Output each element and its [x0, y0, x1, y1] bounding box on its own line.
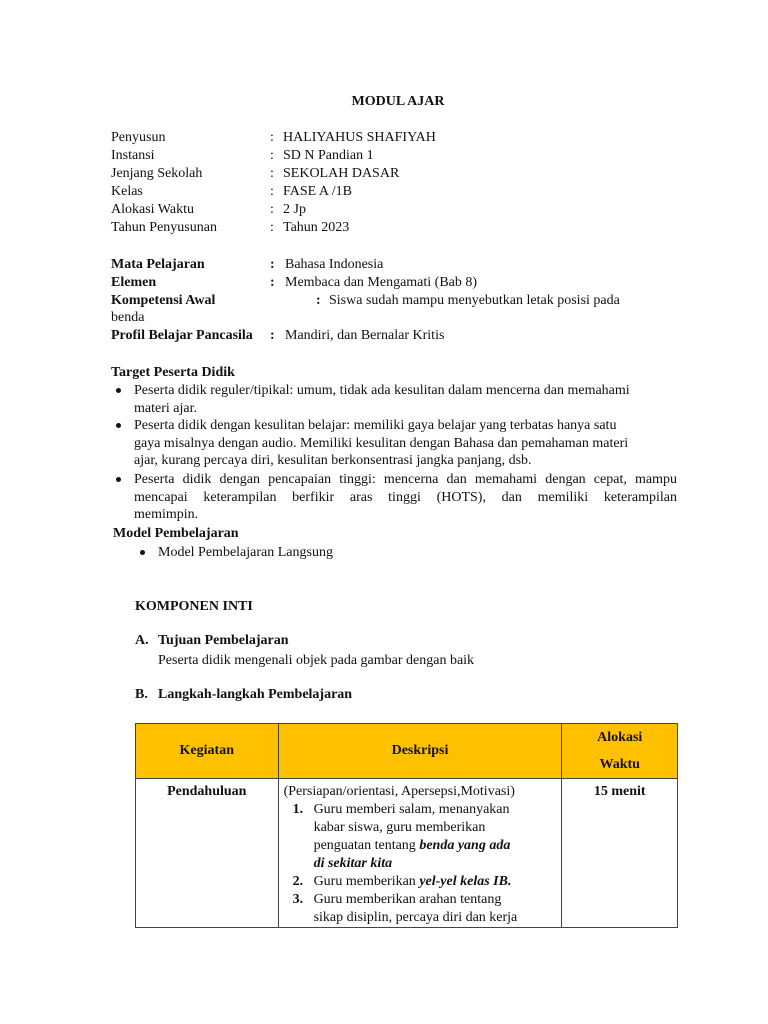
subject-colon: : — [270, 328, 275, 343]
subject-label: Profil Belajar Pancasila — [111, 328, 253, 343]
subject-value: Membaca dan Mengamati (Bab 8) — [285, 275, 478, 290]
section-title: Langkah-langkah Pembelajaran — [158, 687, 353, 702]
identity-colon: : — [270, 220, 274, 235]
target-line: mencapai keterampilan berfikir aras tinggi (HOTS), dan memiliki keterampilan — [134, 489, 677, 505]
step-number: 3. — [292, 892, 304, 907]
model-heading: Model Pembelajaran — [113, 526, 239, 541]
identity-label: Penyusun — [111, 130, 166, 145]
header-waktu: Waktu — [599, 757, 640, 772]
identity-label: Kelas — [111, 184, 143, 199]
bullet-icon — [116, 477, 121, 482]
step-number: 1. — [292, 802, 304, 817]
target-item — [134, 471, 677, 524]
kegiatan-label: Pendahuluan — [167, 784, 247, 799]
deskripsi-intro: (Persiapan/orientasi, Apersepsi,Motivasi) — [283, 784, 515, 799]
target-heading: Target Peserta Didik — [111, 365, 235, 380]
subject-value-wrap: benda — [111, 310, 145, 325]
header-cell — [278, 724, 562, 779]
step-emphasis: yel-yel kelas IB. — [419, 874, 512, 889]
header-kegiatan: Kegiatan — [179, 743, 234, 758]
target-item — [134, 417, 677, 470]
step-line: Guru memberikan — [313, 874, 420, 889]
identity-colon: : — [270, 166, 274, 181]
section-title: Tujuan Pembelajaran — [158, 633, 289, 648]
target-line: Peserta didik reguler/tipikal: umum, tidak ada kesulitan dalam mencerna dan memahami — [134, 383, 630, 398]
subject-value: Bahasa Indonesia — [285, 257, 384, 272]
identity-label: Instansi — [111, 148, 155, 163]
model-item: Model Pembelajaran Langsung — [158, 545, 333, 560]
table-cell — [278, 779, 562, 928]
header-alokasi: Alokasi — [597, 730, 643, 745]
subject-label: Mata Pelajaran — [111, 257, 205, 272]
step-line: sikap disiplin, percaya diri dan kerja — [313, 910, 518, 925]
waktu-value: 15 menit — [593, 784, 646, 799]
header-deskripsi: Deskripsi — [391, 743, 449, 758]
bullet-icon — [116, 423, 121, 428]
section-heading: KOMPONEN INTI — [135, 599, 253, 614]
identity-colon: : — [270, 148, 274, 163]
identity-label: Alokasi Waktu — [111, 202, 194, 217]
subject-value: Siswa sudah mampu menyebutkan letak posisi pada — [329, 293, 620, 308]
section-marker: A. — [135, 633, 149, 648]
table-row — [136, 779, 678, 928]
identity-label: Jenjang Sekolah — [111, 166, 203, 181]
identity-colon: : — [270, 130, 274, 145]
step-line: Guru memberi salam, menanyakan — [313, 802, 510, 817]
bullet-icon — [116, 388, 121, 393]
header-cell — [562, 724, 678, 779]
identity-value: SD N Pandian 1 — [283, 148, 374, 163]
step-emphasis: di sekitar kita — [313, 856, 393, 871]
table-cell — [136, 779, 279, 928]
subject-label: Kompetensi Awal — [111, 293, 216, 308]
step-line: penguatan tentang — [313, 838, 420, 853]
subject-colon: : — [316, 293, 321, 308]
step-emphasis: benda yang ada — [419, 838, 511, 853]
subject-colon: : — [270, 275, 275, 290]
bullet-icon — [140, 550, 145, 555]
identity-value: HALIYAHUS SHAFIYAH — [283, 130, 436, 145]
section-marker: B. — [135, 687, 148, 702]
target-line: Peserta didik dengan kesulitan belajar: memiliki gaya belajar yang terbatas hanya satu — [134, 418, 617, 433]
target-item — [134, 382, 677, 417]
identity-label: Tahun Penyusunan — [111, 220, 217, 235]
identity-value: FASE A /1B — [283, 184, 352, 199]
step-list — [284, 801, 558, 927]
identity-colon: : — [270, 184, 274, 199]
target-line: Peserta didik dengan pencapaian tinggi: mencerna dan memahami dengan cepat, mampu — [134, 472, 677, 487]
target-line: ajar, kurang percaya diri, kesulitan berkonsentrasi jangka panjang, dsb. — [134, 453, 532, 468]
table-cell — [562, 779, 678, 928]
target-line: gaya misalnya dengan audio. Memiliki kesulitan dengan Bahasa dan pemahaman materi — [134, 435, 629, 451]
subject-label: Elemen — [111, 275, 157, 290]
list-item — [284, 891, 558, 927]
identity-colon: : — [270, 202, 274, 217]
target-line: memimpin. — [134, 507, 199, 522]
list-item — [284, 873, 558, 891]
identity-value: Tahun 2023 — [283, 220, 350, 235]
target-line: materi ajar. — [134, 400, 197, 416]
identity-value: SEKOLAH DASAR — [283, 166, 400, 181]
subject-colon: : — [270, 257, 275, 272]
step-number: 2. — [292, 874, 304, 889]
subject-value: Mandiri, dan Bernalar Kritis — [285, 328, 445, 343]
identity-value: 2 Jp — [283, 202, 306, 217]
document-title: MODUL AJAR — [351, 94, 445, 109]
header-cell — [136, 724, 279, 779]
section-text: Peserta didik mengenali objek pada gambar dengan baik — [158, 653, 475, 668]
steps-table — [135, 723, 678, 928]
step-line: kabar siswa, guru memberikan — [313, 820, 486, 835]
step-line: Guru memberikan arahan tentang — [313, 892, 502, 907]
table-header-row — [136, 724, 678, 779]
list-item — [284, 801, 558, 873]
